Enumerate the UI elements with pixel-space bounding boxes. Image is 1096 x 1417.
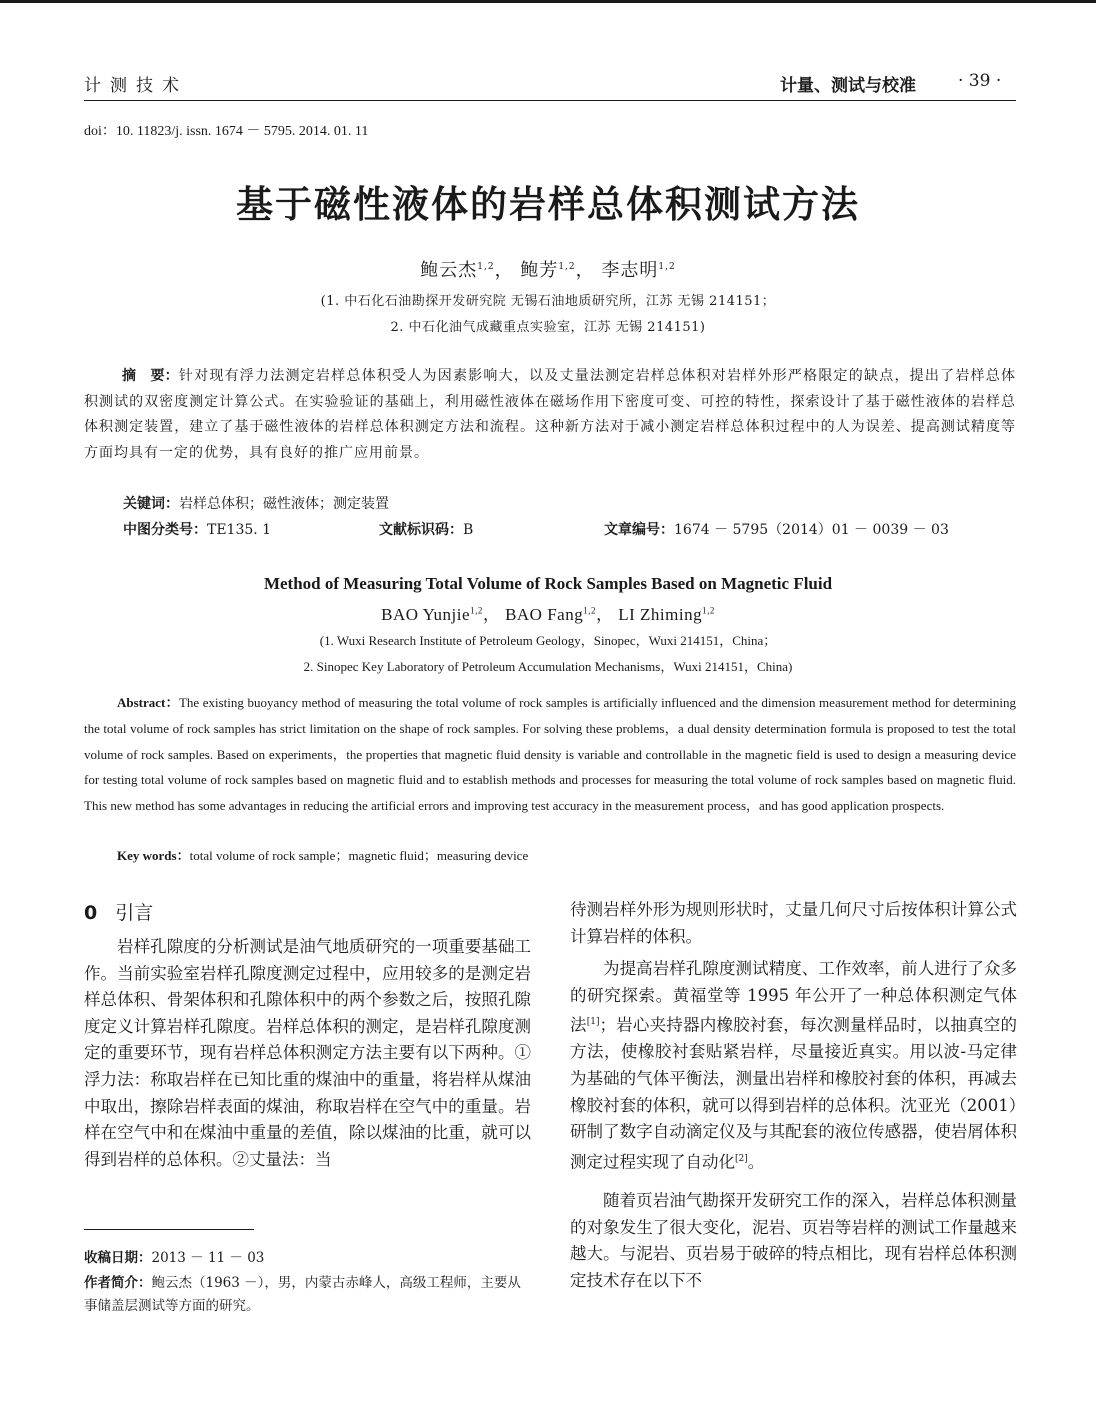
journal-name: 计测技术 <box>84 76 188 96</box>
citation-ref: [2] <box>735 1153 748 1164</box>
section-name: 计量、测试与校准 <box>780 76 916 96</box>
article-number: 文章编号：1674 － 5795（2014）01 － 0039 － 03 <box>604 522 949 538</box>
author-bio-text: 鲍云杰（1963 －），男，内蒙古赤峰人，高级工程师，主要从事储盖层测试等方面的研究。 <box>84 1275 521 1314</box>
author-affiliation-mark: 1,2 <box>558 262 576 272</box>
keywords-english <box>117 845 528 864</box>
author-name: 鲍芳 <box>520 260 559 281</box>
body-right-column <box>570 897 1017 1294</box>
doi: doi：10. 11823/j. issn. 1674 － 5795. 2014. 01. 11 <box>84 124 369 139</box>
top-border-rule <box>0 0 1096 3</box>
page-number: · 39 · <box>958 71 1002 91</box>
section-number: 0 <box>84 902 98 924</box>
abstract-chinese <box>84 364 1016 466</box>
author-name: 李志明 <box>601 260 659 281</box>
author-name: BAO Yunjie <box>381 605 471 624</box>
keywords-chinese-label: 关键词： <box>123 496 179 512</box>
footnote-received <box>84 1247 531 1270</box>
author-affiliation-mark: 1,2 <box>477 262 495 272</box>
author-affiliation-mark: 1,2 <box>658 262 676 272</box>
author-affiliation-mark: 1,2 <box>470 605 483 616</box>
author-separator: ， <box>494 260 514 281</box>
authors-english <box>0 600 1096 625</box>
abstract-english <box>84 690 1016 819</box>
paragraph: 岩样孔隙度的分析测试是油气地质研究的一项重要基础工作。当前实验室岩样孔隙度测定过程中，应用较多的是测定岩样总体积、骨架体积和孔隙体积中的两个参数之后，按照孔隙度定义计算岩样孔隙度。岩样总体积的测定，是岩样孔隙度测定的重要环节，现有岩样总体积测定方法主要有以下两种。①浮力法：称取岩样在已知比重的煤油中的重量，将岩样从煤油中取出，擦除岩样表面的煤油，称取岩样在空气中的重量。岩样在空气中和在煤油中重量的差值，除以煤油的比重，就可以得到岩样的总体积。②丈量法：当 <box>84 937 531 1169</box>
classification-row <box>123 519 1016 539</box>
body-left-column <box>84 934 531 1173</box>
paragraph: 随着页岩油气勘探开发研究工作的深入，岩样总体积测量的对象发生了很大变化，泥岩、页岩等岩样的测试工作量越来越大。与泥岩、页岩易于破碎的特点相比，现有岩样总体积测定技术存在以下不 <box>570 1190 1017 1290</box>
paragraph: 为提高岩样孔隙度测试精度、工作效率，前人进行了众多的研究探索。黄福堂等 1995 年公开了一种总体积测定气体法[1]；岩心夹持器内橡胶衬套，每次测量样品时，以抽真空的方法，使橡胶衬套贴紧岩样，尽量接近真实。用以波-马定律为基础的气体平衡法，测量出岩样和橡胶衬套的体积，再减去橡胶衬套的体积，就可以得到岩样的总体积。沈亚光（2001）研制了数字自动滴定仪及与其配套的液位传感器，使岩屑体积测定过程实现了自动化[2]。 <box>570 959 1018 1172</box>
author-affiliation-mark: 1,2 <box>702 605 715 616</box>
paragraph: 待测岩样外形为规则形状时，丈量几何尺寸后按体积计算公式计算岩样的体积。 <box>570 900 1017 946</box>
author-bio-label: 作者简介： <box>84 1275 152 1291</box>
footnote-author-bio <box>84 1272 531 1318</box>
footnote-rule <box>84 1229 254 1230</box>
authors-chinese <box>0 256 1096 282</box>
received-date: 2013 － 11 － 03 <box>151 1250 265 1266</box>
abstract-english-text: The existing buoyancy method of measuring the total volume of rock samples is artificially influenced and the dimension measurement method for determining the total volume of rock samples has strict limitation on the shape of rock samples. For solving these problems，a dual density determination formula is proposed to test the total volume of rock samples. Based on experiments，the properties that magnetic fluid density is variable and controllable in the magnetic field is used to design a measuring device for testing total volume of rock samples based on magnetic fluid and to establish methods and processes for measuring the total volume of rock samples based on magnetic fluid. This new method has some advantages in reducing the artificial errors and improving test accuracy in the measurement process，and has good application prospects. <box>84 695 1016 814</box>
header-rule <box>84 100 1016 101</box>
affiliation-english-1: (1. Wuxi Research Institute of Petroleum Geology，Sinopec，Wuxi 214151，China； <box>319 633 777 648</box>
keywords-english-label: Key words： <box>117 848 190 863</box>
author-name: BAO Fang <box>505 605 584 624</box>
author-separator: ， <box>482 605 501 624</box>
section-heading <box>84 898 153 925</box>
abstract-chinese-text: 针对现有浮力法测定岩样总体积受人为因素影响大，以及丈量法测定岩样总体积对岩样外形严格限定的缺点，提出了岩样总体积测试的双密度测定计算公式。在实验验证的基础上，利用磁性液体在磁场作用下密度可变、可控的特性，探索设计了基于磁性液体的岩样总体积测定装置，建立了基于磁性液体的岩样总体积测定方法和流程。这种新方法对于减小测定岩样总体积过程中的人为误差、提高测试精度等方面均具有一定的优势，具有良好的推广应用前景。 <box>84 368 1017 461</box>
document-code: 文献标识码：B <box>379 522 474 538</box>
author-separator: ， <box>595 605 614 624</box>
author-separator: ， <box>575 260 595 281</box>
received-label: 收稿日期： <box>84 1250 152 1266</box>
keywords-chinese-text: 岩样总体积；磁性液体；测定装置 <box>179 496 389 512</box>
keywords-english-text: total volume of rock sample；magnetic fluid；measuring device <box>189 848 529 863</box>
author-name: LI Zhiming <box>618 605 703 624</box>
author-name: 鲍云杰 <box>420 260 478 281</box>
title-english: Method of Measuring Total Volume of Rock Samples Based on Magnetic Fluid <box>263 574 833 593</box>
keywords-chinese <box>123 493 389 513</box>
author-affiliation-mark: 1,2 <box>583 605 596 616</box>
affiliation-english-2: 2. Sinopec Key Laboratory of Petroleum Accumulation Mechanisms，Wuxi 214151，China) <box>303 659 793 674</box>
citation-ref: [1] <box>586 1017 600 1028</box>
section-title: 引言 <box>115 902 154 924</box>
abstract-chinese-label: 摘 要： <box>122 368 179 384</box>
affiliation-chinese-1: (1. 中石化石油勘探开发研究院 无锡石油地质研究所，江苏 无锡 214151； <box>320 294 776 309</box>
abstract-english-label: Abstract： <box>117 695 179 710</box>
affiliation-chinese-2: 2. 中石化油气成藏重点实验室，江苏 无锡 214151) <box>390 320 706 335</box>
title-chinese: 基于磁性液体的岩样总体积测试方法 <box>236 183 860 226</box>
clc-number: 中图分类号：TE135. 1 <box>123 522 272 538</box>
